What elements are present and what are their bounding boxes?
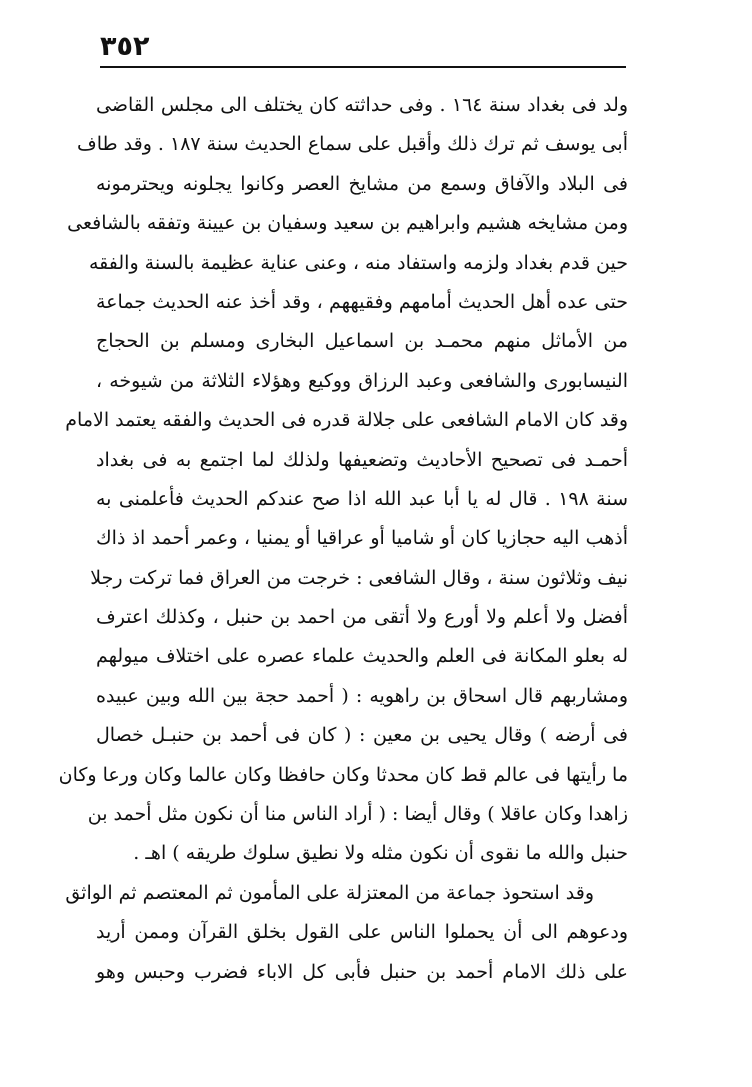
text-line: أبى يوسف ثم ترك ذلك وأقبل على سماع الحديث سنة ١٨٧ . وقد طاف	[77, 133, 628, 156]
page-number: ٣٥٢	[100, 31, 150, 62]
header-rule	[100, 66, 626, 68]
text-line: النيسابورى والشافعى وعبد الرزاق ووكيع وهؤلاء الثلاثة من شيوخه ،	[96, 369, 628, 392]
text-line: سنة ١٩٨ . قال له يا أبا عبد الله اذا صح عندكم الحديث فأعلمنى به	[96, 487, 629, 510]
text-line: ولد فى بغداد سنة ١٦٤ . وفى حداثته كان يختلف الى مجلس القاضى	[96, 94, 628, 116]
text-line: له بعلو المكانة فى العلم والحديث علماء عصره على اختلاف ميولهم	[96, 645, 628, 668]
text-line: ودعوهم الى أن يحملوا الناس على القول بخلق القرآن وممن أريد	[96, 921, 628, 944]
text-line: ما رأيتها فى عالم قط كان محدثا وكان حافظا وكان عالما وكان ورعا وكان	[58, 763, 628, 786]
text-line: أذهب اليه حجازيا كان أو شاميا أو عراقيا أو يمنيا ، وعمر أحمد اذ ذاك	[96, 527, 628, 550]
text-line: ومشاربهم قال اسحاق بن راهويه : ( أحمد حجة بين الله وبين عبيده	[96, 684, 628, 707]
text-line: من الأماثل منهم محمـد بن اسماعيل البخارى ومسلم بن الحجاج	[96, 330, 628, 353]
text-line: ومن مشايخه هشيم وابراهيم بن سعيد وسفيان بن عيينة وتفقه بالشافعى	[67, 212, 628, 235]
text-line: أحمـد فى تصحيح الأحاديث وتضعيفها ولذلك لما اجتمع به فى بغداد	[96, 448, 628, 471]
text-line: على ذلك الامام أحمد بن حنبل فأبى كل الاباء فضرب وحبس وهو	[96, 960, 628, 983]
body-text	[58, 86, 629, 992]
text-line: فى أرضه ) وقال يحيى بن معين : ( كان فى أحمد بن حنبـل خصال	[96, 724, 628, 747]
text-line: حنبل والله ما نقوى أن نكون مثله ولا نطيق سلوك طريقه ) اهـ .	[133, 842, 628, 865]
text-line: وقد كان الامام الشافعى على جلالة قدره فى الحديث والفقه يعتمد الامام	[65, 409, 628, 432]
text-line: نيف وثلاثون سنة ، وقال الشافعى : خرجت من العراق فما تركت رجلا	[90, 566, 628, 589]
text-line: حين قدم بغداد ولزمه واستفاد منه ، وعنى عناية عظيمة بالسنة والفقه	[88, 251, 628, 274]
text-line: زاهدا وكان عاقلا ) وقال أيضا : ( أراد الناس منا أن نكون مثل أحمد بن	[87, 803, 628, 826]
text-line: فى البلاد والآفاق وسمع من مشايخ العصر وكانوا يجلونه ويحترمونه	[96, 172, 628, 195]
text-line: وقد استحوذ جماعة من المعتزلة على المأمون ثم المعتصم ثم الواثق	[65, 881, 594, 904]
text-line: حتى عده أهل الحديث أمامهم وفقيههم ، وقد أخذ عنه الحديث جماعة	[96, 290, 628, 313]
text-line: أفضل ولا أعلم ولا أورع ولا أتقى من احمد بن حنبل ، وكذلك اعترف	[96, 606, 629, 629]
